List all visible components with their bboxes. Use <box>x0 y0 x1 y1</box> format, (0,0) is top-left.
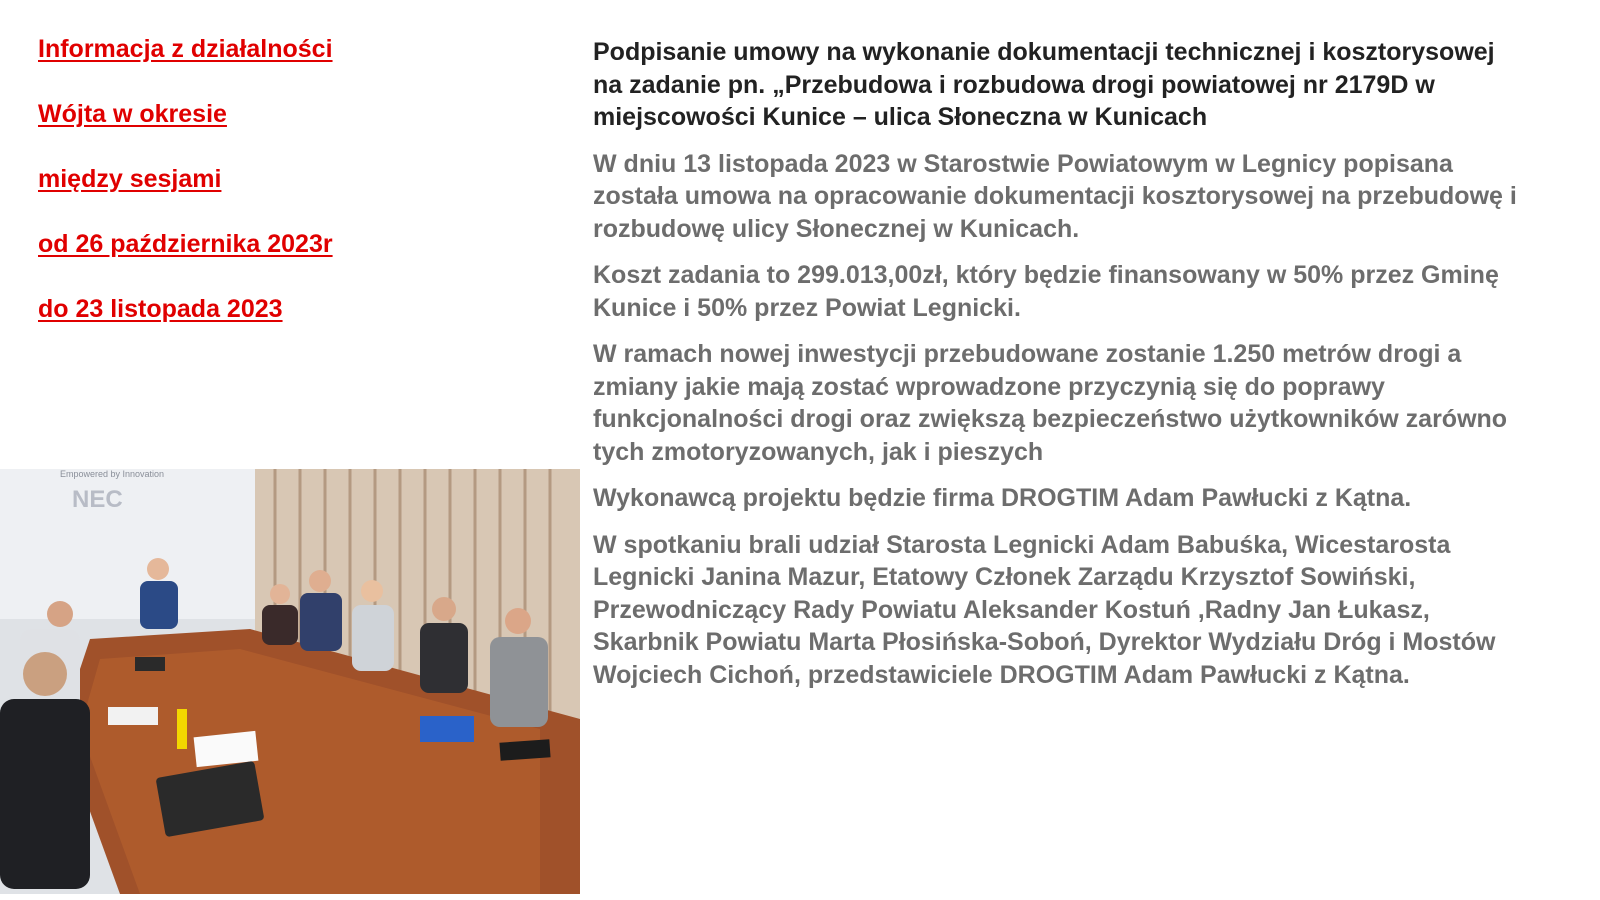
heading-line: Wójta w okresie <box>38 100 227 128</box>
blue-folder <box>420 716 474 742</box>
meeting-photo <box>0 469 580 894</box>
article <box>593 36 1523 705</box>
article-paragraph: Wykonawcą projektu będzie firma DROGTIM Adam Pawłucki z Kątna. <box>593 484 1412 512</box>
screen-tagline: Empowered by Innovation <box>60 469 165 479</box>
session-report-heading <box>38 34 558 359</box>
heading-line: od 26 października 2023r <box>38 230 333 258</box>
article-paragraph: Koszt zadania to 299.013,00zł, który będzie finansowany w 50% przez Gminę Kunice i 50% przez Powiat Legnicki. <box>593 261 1499 322</box>
projection-screen <box>0 469 260 619</box>
heading-line: do 23 listopada 2023 <box>38 295 283 323</box>
heading-line: między sesjami <box>38 165 222 193</box>
article-paragraph: W ramach nowej inwestycji przebudowane zostanie 1.250 metrów drogi a zmiany jakie mają zostać wprowadzone przyczynią się do poprawy funkcjonalności drogi oraz zwiększą bezpieczeństwo użytkowników zarówno tych zmotoryzowanych, jak i pieszych <box>593 340 1508 466</box>
article-paragraph: W dniu 13 listopada 2023 w Starostwie Powiatowym w Legnicy popisana została umowa na opracowanie dokumentacji kosztorysowej na przebudowę i rozbudowę ulicy Słonecznej w Kunicach. <box>593 149 1517 243</box>
heading-line: Informacja z działalności <box>38 35 333 63</box>
article-paragraph: W spotkaniu brali udział Starosta Legnicki Adam Babuśka, Wicestarosta Legnicki Janina Mazur, Etatowy Członek Zarządu Krzysztof Sowiński, Przewodniczący Rady Powiatu Aleksander Kostuń ,Radny Jan Łukasz, Skarbnik Powiatu Marta Płosińska-Soboń, Dyrektor Wydziału Dróg i Mostów Wojciech Cichoń, przedstawiciele DROGTIM Adam Pawłucki z Kątna. <box>593 530 1496 689</box>
article-title: Podpisanie umowy na wykonanie dokumentacji technicznej i kosztorysowej na zadanie pn. „Przebudowa i rozbudowa drogi powiatowej nr 2179D w miejscowości Kunice – ulica Słoneczna w Kunicach <box>593 38 1495 131</box>
screen-logo: NEC <box>72 486 123 513</box>
meeting-room-illustration <box>0 469 580 894</box>
